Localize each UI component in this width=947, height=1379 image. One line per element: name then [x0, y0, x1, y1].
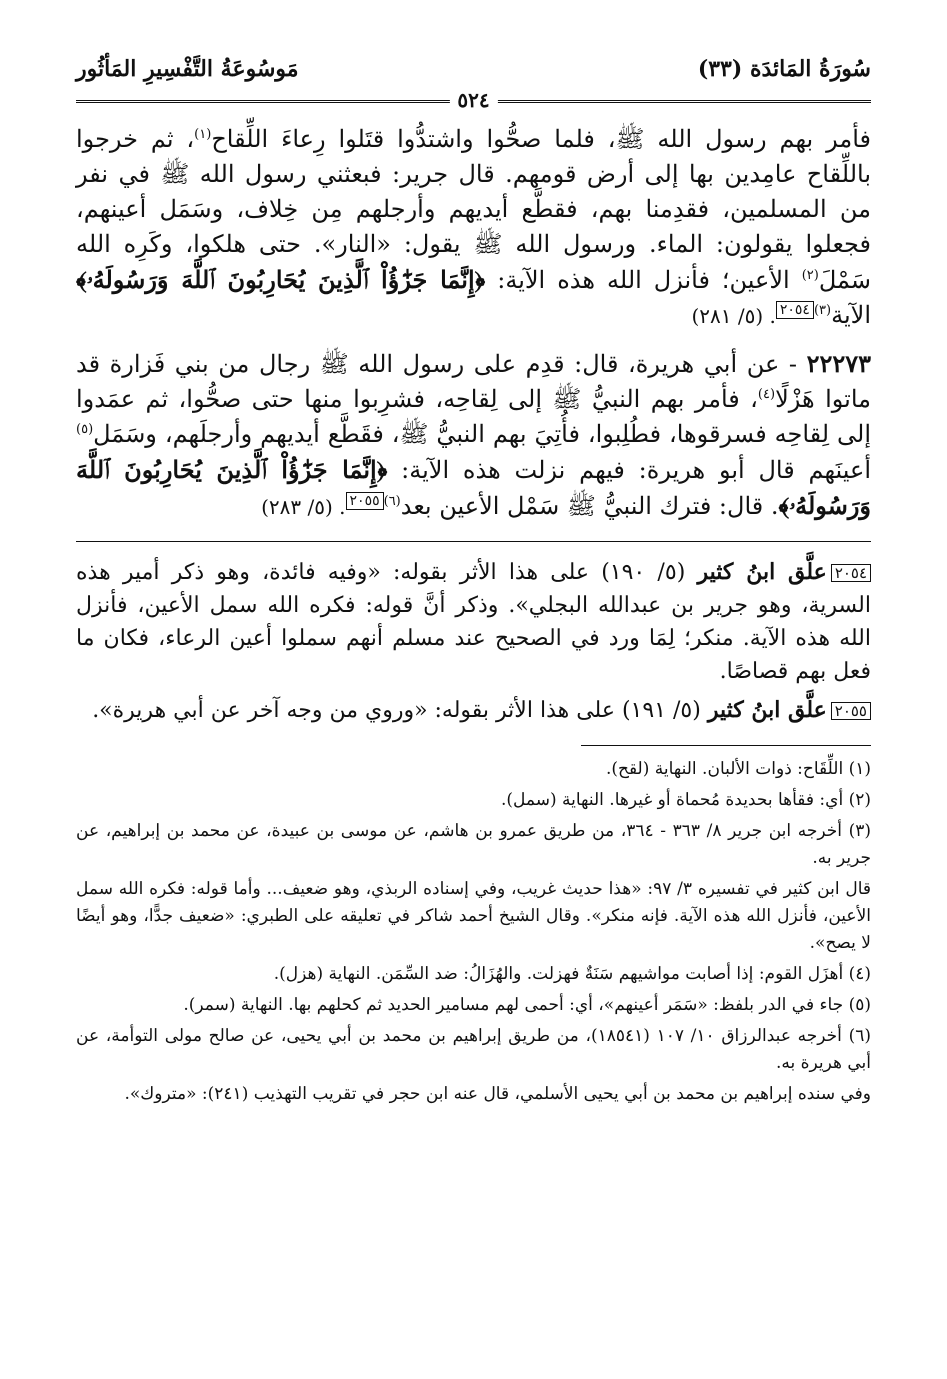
footnote-item: (٢) أي: فقأها بحديدة مُحماة أو غيرها. النهاية (سمل). — [500, 790, 871, 810]
source-ref: . (٥/ ٢٨١) — [691, 304, 776, 328]
footnote-item: قال ابن كثير في تفسيره ٣/ ٩٧: «هذا حديث غريب، وفي إسناده الربذي، وهو ضعيف... وأما قوله: فكره الله سمل الأعين، فأنزل الله هذه الآية. فإنه منكر». وقال الشيخ أحمد شاكر في تعليقه على الطبري: «ضعيف جدًّا، وهو أيضًا لا يصح». — [76, 879, 872, 953]
footnote-item: (٣) أخرجه ابن جرير ٨/ ٣٦٣ - ٣٦٤، من طريق عمرو بن هاشم، عن موسى بن عبيدة، عن محمد بن إبراهيم، عن جرير به. — [76, 821, 871, 868]
note-number-box: ٢٠٥٥ — [831, 702, 871, 720]
footnote-item: (٥) جاء في الدر بلفظ: «سَمَر أعينهم»، أي: أحمى لهم مسامير الحديد ثم كحلهم بها. النهاية (سمر). — [183, 995, 871, 1015]
footnotes-rule — [581, 745, 871, 746]
note-ref-box: ٢٠٥٥ — [346, 492, 384, 510]
footnote-ref-1: (١) — [194, 127, 212, 142]
main-text — [76, 122, 871, 525]
footnote-ref-3: (٣) — [813, 303, 832, 318]
note-ref-box: ٢٠٥٤ — [776, 301, 814, 319]
quran-verse: ﴿إِنَّمَا جَزَٰٓؤُاْ ٱلَّذِينَ يُحَارِبُونَ ٱللَّهَ وَرَسُولَهُۥ﴾ — [76, 455, 871, 520]
notes-divider — [76, 541, 871, 542]
book-title: مَوسُوعَةُ التَّفْسِيرِ المَأثُور — [76, 56, 299, 82]
note-2054: ٢٠٥٤علَّق ابنُ كثير (٥/ ١٩٠) على هذا الأثر بقوله: «وفيه فائدة، وهو ذكر أمير هذه السرية، وهو جرير بن عبدالله البجلي». وذكر أنَّ قوله: فكره الله سمل الأعين، فأنزل الله هذه الآية. منكر؛ لِمَا ورد في الصحيح عند مسلم أنهم سملوا أعين الرعاء، فكان ما فعل بهم قصاصًا. — [76, 559, 871, 684]
footnote-item: (١) اللِّقَاح: ذوات الألبان. النهاية (لقح). — [605, 759, 871, 779]
paragraph-1: فأمر بهم رسول الله ﷺ، فلما صحُّوا واشتدُّوا قتَلوا رِعاءَ اللِّقاح$^{(١)}$، ثم خرجوا باللِّقاح عامِدين بها إلى أرض قومهم. قال جرير: فبعثني رسول الله ﷺ في نفر من المسلمين، فقدِمنا بهم، فقطَّع أيديهم وأرجلهم مِن خِلاف، وسَمَل أعينهم، فجعلوا يقولون: الماء. ورسول الله ﷺ يقول: «النار». حتى هلكوا، وكَرِه الله سَمْلَ$^{(٢)}$ الأعين؛ فأنزل الله هذه الآية: ﴿إِنَّمَا جَزَٰٓؤُاْ ٱلَّذِينَ يُحَارِبُونَ ٱللَّهَ وَرَسُولَهُۥ﴾ الآية$^{(٣)}$٢٠٥٤. (٥/ ٢٨١) — [76, 125, 871, 329]
footnote-ref-4: (٤) — [757, 387, 776, 402]
footnotes — [76, 756, 871, 1108]
page-number: ٥٢٤ — [449, 88, 497, 112]
footnote-ref-6: (٦) — [383, 494, 401, 509]
source-ref: . (٥/ ٢٨٣) — [261, 495, 346, 519]
note-lead: علَّق ابنُ كثير — [697, 559, 827, 585]
commentary-notes — [76, 556, 871, 727]
surah-title: سُورَةُ المَائدَة (٣٣) — [697, 56, 871, 82]
footnote-item: وفي سنده إبراهيم بن محمد بن أبي يحيى الأسلمي، قال عنه ابن حجر في تقريب التهذيب (٢٤١): «متروك». — [124, 1084, 871, 1104]
athar-number: ٢٢٢٧٣ — [806, 349, 872, 378]
note-2055: ٢٠٥٥علَّق ابنُ كثير (٥/ ١٩١) على هذا الأثر بقوله: «وروي من وجه آخر عن أبي هريرة». — [76, 694, 871, 727]
note-lead: علَّق ابنُ كثير — [707, 697, 827, 723]
footnote-item: (٤) أهزَل القوم: إذا أصابت مواشيهم سَنَةٌ فهزلت. والهُزَالُ: ضد السِّمَن. النهاية (هزل). — [273, 964, 871, 984]
footnote-ref-2: (٢) — [801, 268, 819, 283]
footnote-item: (٦) أخرجه عبدالرزاق ١٠/ ١٠٧ (١٨٥٤١)، من طريق إبراهيم بن محمد بن أبي يحيى، عن صالح مولى التوأمة، عن أبي هريرة به. — [76, 1026, 871, 1073]
page-content — [76, 122, 871, 1112]
paragraph-2: ٢٢٢٧٣ - عن أبي هريرة، قال: قدِم على رسول الله ﷺ رجال من بني فَزارة قد ماتوا هَزْلًا$^{(٤)}$، فأمر بهم النبيُّ ﷺ إلى لِقاحِه، فشرِبوا منها حتى صحُّوا، ثم عمَدوا إلى لِقاحِه فسرقوها، فطُلِبوا، فأُتِيَ بهم النبيُّ ﷺ، فقَطَّع أيديهم وأرجلَهم، وسَمَل$^{(٥)}$ أعينَهم قال أبو هريرة: فيهم نزلت هذه الآية: ﴿إِنَّمَا جَزَٰٓؤُاْ ٱلَّذِينَ يُحَارِبُونَ ٱللَّهَ وَرَسُولَهُۥ﴾. قال: فترك النبيُّ ﷺ سَمْل الأعين بعد$^{(٦)}$٢٠٥٥. (٥/ ٢٨٣) — [76, 349, 872, 520]
footnote-ref-5: (٥) — [76, 422, 94, 437]
page-header — [76, 52, 871, 112]
note-number-box: ٢٠٥٤ — [831, 564, 871, 582]
quran-verse: ﴿إِنَّمَا جَزَٰٓؤُاْ ٱلَّذِينَ يُحَارِبُونَ ٱللَّهَ وَرَسُولَهُۥ﴾ — [76, 265, 486, 294]
